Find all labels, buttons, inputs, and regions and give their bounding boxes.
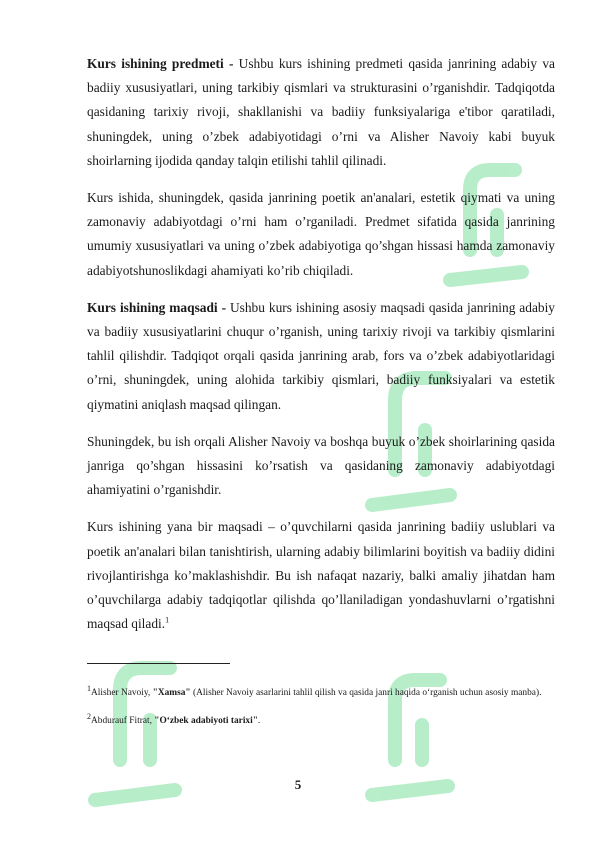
footnote-2-mark: 2 — [87, 711, 91, 721]
footnote-1 — [87, 684, 555, 702]
footnote-divider — [87, 663, 230, 664]
paragraph-goal — [87, 296, 555, 417]
heading-subject-dash: - — [223, 56, 239, 71]
footnote-2 — [87, 712, 555, 730]
paragraph-subject-detail-text: Kurs ishida, shuningdek, qasida janrining poetik an'analari, estetik qiymati va uning zamonaviy adabiyotdagi o’rni ham o’rganiladi. Predmet sifatida qasida janrining umumiy xususiyatlari va uning o’zbek adabiyotiga qo’shgan hissasi hamda zamonaviy adabiyotshunoslikdagi ahamiyati ko’rib chiqiladi. — [87, 190, 555, 278]
footnote-2-after: . — [257, 716, 261, 726]
paragraph-goal-students-text: Kurs ishining yana bir maqsadi – o’quvchilarni qasida janrining badiiy uslublari va poetik an'analari bilan tanishtirish, ularning adabiy bilimlarini boyitish va badiiy didini rivojlantirishga ko’maklashishdir. Bu ish nafaqat nazariy, balki amaliy jihatdan ham o’quvchilarga adabiy tadqiqotlar qilishda qo’llaniladigan yondashuvlarni o’rgatishni maqsad qiladi. — [87, 519, 555, 632]
paragraph-subject-detail — [87, 186, 555, 283]
footnote-2-title: "O‘zbek adabiyoti tarixi" — [154, 716, 258, 726]
footnote-1-mark: 1 — [87, 683, 91, 693]
footnote-2-before: Abdurauf Fitrat, — [91, 716, 155, 726]
paragraph-goal-navoiy — [87, 430, 555, 503]
body-text — [87, 52, 555, 649]
footnote-ref: 1 — [165, 615, 170, 625]
paragraph-goal-navoiy-text: Shuningdek, bu ish orqali Alisher Navoiy va boshqa buyuk o’zbek shoirlarining qasida janriga qo’shgan hissasini ko’rsatish va qasidaning zamonaviy adabiyotdagi ahamiyatini o’rganishdir. — [87, 433, 555, 498]
paragraph-subject — [87, 52, 555, 173]
footnotes — [87, 684, 555, 740]
paragraph-goal-students — [87, 515, 555, 636]
footnote-1-title: "Xamsa" — [152, 688, 191, 698]
heading-goal-dash: - — [217, 299, 230, 315]
paragraph-goal-text: Ushbu kurs ishining asosiy maqsadi qasida janrining adabiy va badiiy xususiyatlarini chuqur o’rganish, uning tarixiy rivoji va tarkibiy qismlarini tahlil qilishdir. Tadqiqot orqali qasida janrining arab, fors va o’zbek adabiyotlaridagi o’rni, shuningdek, uning alohida tarkibiy qismlari, badiiy funksiyalari va estetik qiymatini aniqlash maqsad qilingan. — [87, 299, 556, 412]
heading-goal: Kurs ishining maqsadi — [87, 299, 218, 315]
paragraph-subject-text: Ushbu kurs ishining predmeti qasida janrining adabiy va badiiy xususiyatlari, uning tarkibiy qismlari va strukturasini o’rganishdir. Tadqiqotda qasidaning tarixiy rivoji, shakllanishi va badiiy funksiyalariga e'tibor qaratiladi, shuningdek, uning o’zbek adabiyotidagi o’rni va Alisher Navoiy kabi buyuk shoirlarning ijodida qanday talqin etilishi tahlil qilinadi. — [87, 56, 555, 168]
footnote-1-after: (Alisher Navoiy asarlarini tahlil qilish va qasida janri haqida o‘rganish uchun asosiy manba). — [190, 688, 542, 698]
heading-subject: Kurs ishining predmeti — [87, 56, 224, 71]
page-number: 5 — [294, 777, 302, 792]
footnote-1-before: Alisher Navoiy, — [91, 688, 153, 698]
